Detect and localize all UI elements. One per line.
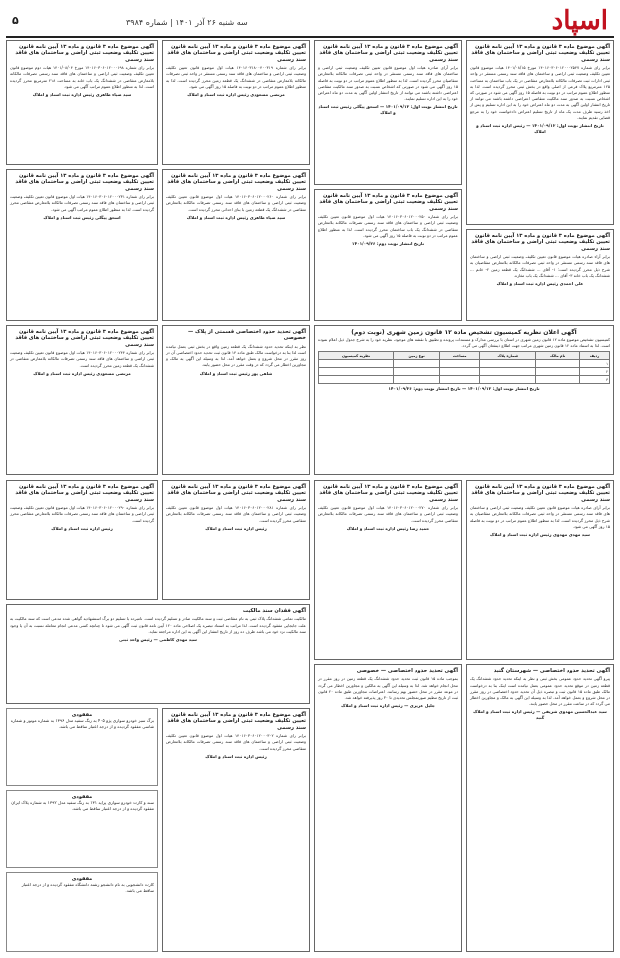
table-row: [319, 368, 610, 376]
notice-title: آگهی موضوع ماده ۳ قانون و ماده ۱۳ آیین نامه قانون تعیین تکلیف وضعیت ثبتی اراضی و ساختمان های فاقد سند رسمی: [167, 44, 306, 63]
table-cell: [536, 376, 580, 384]
notice-body: برابر رای شماره ۱۴۰۱۶۰۳۰۶۰۱۲۰۰۰۲۷۰ هیات اول موضوع قانون تعیین تکلیف وضعیت ثبتی اراضی و ساختمان های فاقد سند رسمی تصرفات مالکانه بلامعارض متقاضی محرز گردیده است.: [318, 505, 458, 523]
table-cell: [393, 368, 439, 376]
notice-title: آگهی موضوع ماده ۳ قانون و ماده ۱۳ آیین نامه قانون تعیین تکلیف وضعیت ثبتی اراضی و ساختمان های فاقد سند رسمی: [471, 233, 610, 252]
notice-card: [466, 480, 614, 660]
notice-signature: علی احمدی رئیس اداره ثبت اسناد و املاک: [496, 281, 584, 287]
notice-card: [162, 169, 310, 321]
table-header-cell: نام مالک: [536, 352, 580, 360]
notice-title: آگهی فقدان سند مالکیت: [242, 608, 306, 614]
notice-signature: رئیس اداره ثبت اسناد و املاک: [205, 525, 267, 531]
notice-card: [314, 480, 462, 660]
notice-signature: جلیل عزیزی — رئیس اداره ثبت اسناد و املاک: [341, 703, 435, 709]
table-cell: [319, 368, 394, 376]
notice-signature: تاریخ انتشار نوبت دوم: ۱۴۰۱/۰۹/۲۶: [351, 241, 425, 247]
notice-signature: رئیس اداره ثبت اسناد و املاک: [51, 525, 113, 531]
lost-doc-title: مفقودی: [71, 876, 93, 882]
table-cell: ۳: [579, 376, 609, 384]
lost-doc-title: مفقودی: [71, 794, 93, 800]
notice-card: [162, 708, 310, 952]
table-header-cell: نظریه کمیسیون: [319, 352, 394, 360]
notice-title: آگهی موضوع ماده ۳ قانون و ماده ۱۳ آیین نامه قانون تعیین تکلیف وضعیت ثبتی اراضی و ساختمان های فاقد سند رسمی: [15, 329, 154, 348]
notice-signature: تاریخ انتشار نوبت اول: ۱۴۰۱/۰۹/۱۲ — رئیس اداره ثبت اسناد و املاک: [476, 123, 604, 135]
notice-card: [162, 480, 310, 600]
notice-body: برابر رای شماره ۱۴۰۱۶۰۳۰۶۰۱۲۰۰۰۳۰۲ هیات اول موضوع قانون تعیین تکلیف وضعیت ثبتی اراضی و ساختمان های فاقد سند رسمی تصرفات مالکانه بلامعارض متقاضی محرز گردیده است.: [166, 733, 306, 751]
notice-signature: مرتضی مسعودی رئیس اداره ثبت اسناد و املاک: [187, 92, 285, 98]
newspaper-logo: اسپاد: [551, 6, 608, 36]
notice-signature: شاهی پور رئیس ثبت اسناد و املاک: [199, 370, 273, 376]
lost-doc-notice: [6, 708, 158, 786]
notice-card: [162, 325, 310, 475]
notice-signature: حمید رضا رئیس اداره ثبت اسناد و املاک: [346, 525, 430, 531]
table-row: [319, 360, 610, 368]
notice-body: نظر به اینکه تحدید حدود ششدانگ یک قطعه زمین واقع در بخش ثبتی بعمل نیامده است لذا بنا به درخواست مالک طبق ماده ۱۴ قانون ثبت تحدید حدود اختصاصی آن در روز مقرر در محل شروع و بعمل خواهد آمد. لذا به وسیله این آگهی به مالک و مجاورین اخطار می گردد که در وقت مقرر در محل حضور یابند.: [166, 343, 306, 368]
notice-card: [162, 40, 310, 165]
notice-card: [314, 189, 462, 321]
notice-signature: رئیس اداره ثبت اسناد و املاک: [205, 753, 267, 759]
notice-body: برابر رای شماره ۱۴۰۱۶۰۳۱۸۰۰۴۰۰۳۱۹ هیات اول موضوع قانون تعیین تکلیف وضعیت ثبتی اراضی و ساختمان های فاقد سند رسمی مستقر در واحد ثبتی تصرفات مالکانه بلامعارض متقاضی در ششدانگ یک قطعه زمین محرز گردیده است. لذا به منظور اطلاع عموم مراتب در دو نوبت به فاصله ۱۵ روز آگهی می شود.: [166, 65, 306, 89]
table-header-cell: مساحت: [440, 352, 480, 360]
table-cell: ۲: [579, 368, 609, 376]
notice-body: پیرو آگهی تحدید حدود عمومی بخش ثبتی و نظر به اینکه تحدید حدود ششدانگ یک قطعه زمین در موقع تحدید حدود عمومی بعمل نیامده است اینک بنا به درخواست مالک طبق ماده ۱۵ قانون ثبت و تبصره ذیل آن تحدید حدود اختصاصی در روز مقرر در محل شروع و بعمل خواهد آمد. لذا به وسیله این آگهی به مالک و مجاورین اخطار می گردد که در ساعت مقرر در محل حضور یابند.: [470, 676, 610, 707]
notice-body: برابر آراء صادره هیات موضوع قانون تعیین تکلیف وضعیت ثبتی اراضی و ساختمان های فاقد سند رسمی مستقر در واحد ثبتی تصرفات مالکانه بلامعارض متقاضیان به شرح ذیل محرز گردیده است: ۱- آقای ... ششدانگ یک قطعه زمین ۲- خانم ... ششدانگ یک باب خانه ۳- آقای ... ششدانگ یک باب مغازه.: [470, 254, 610, 278]
table-cell: [319, 376, 394, 384]
lost-doc-body: کارت دانشجویی به نام دانشجو رشته دانشگاه مفقود گردیده و از درجه اعتبار ساقط می باشد.: [21, 882, 154, 893]
masthead: [6, 6, 614, 38]
table-header-cell: ردیف: [579, 352, 609, 360]
page-number: ۵: [12, 14, 19, 27]
notice-body: مالکیت تمامی ششدانگ پلاک ثبتی به نام متقاضی ثبت و سند مالکیت صادر و تسلیم گردیده است. نامبرده با تسلیم دو برگ استشهادیه گواهی شده مدعی است که سند مالکیت به علت جابجایی مفقود گردیده است. لذا مراتب به استناد تبصره یک اصلاحی ماده ۱۲۰ آیین نامه قانون ثبت آگهی می شود تا چنانچه کسی مدعی انجام معامله نسبت به آن یا وجود سند مالکیت نزد خود می باشد ظرف ده روز از تاریخ انتشار این آگهی به این اداره مراجعه نماید.: [10, 616, 306, 634]
notice-card: [6, 40, 158, 165]
table-cell: [480, 376, 536, 384]
lost-doc-notice: [6, 872, 158, 952]
notice-title: آگهی موضوع ماده ۳ قانون و ماده ۱۳ آیین نامه قانون تعیین تکلیف وضعیت ثبتی اراضی و ساختمان های فاقد سند رسمی: [15, 484, 154, 503]
notice-signature: مرتضی مسعودی رئیس اداره ثبت اسناد و املاک: [33, 370, 131, 376]
notice-card: [314, 40, 462, 185]
lost-doc-body: برگ سبز خودرو سواری پژو ۴۰۵ به رنگ سفید مدل ۱۳۹۶ به شماره موتور و شماره شاسی مفقود گردیده و از درجه اعتبار ساقط می باشد.: [10, 718, 154, 729]
lost-doc-notice: [6, 790, 158, 868]
notice-title: آگهی موضوع ماده ۳ قانون و ماده ۱۳ آیین نامه قانون تعیین تکلیف وضعیت ثبتی اراضی و ساختمان های فاقد سند رسمی: [167, 484, 306, 503]
notice-title: آگهی تحدید حدود اختصاصی قسمتی از پلاک — خصوصی: [188, 329, 306, 342]
notice-body: برابر رای شماره ۱۴۰۱۶۰۳۰۶۰۱۲۰۰۰۲۶۰ هیات اول موضوع قانون تعیین تکلیف وضعیت ثبتی اراضی و ساختمان های فاقد سند رسمی تصرفات مالکانه بلامعارض متقاضی در ششدانگ یک قطعه زمین با بنای احداثی محرز گردیده است.: [166, 194, 306, 212]
notice-body: برابر رای شماره ۱۴۰۱۶۰۳۰۶۰۱۲۰۰۰۲۵۰ هیات اول موضوع قانون تعیین تکلیف وضعیت ثبتی اراضی و ساختمان های فاقد سند رسمی تصرفات مالکانه بلامعارض متقاضی در ششدانگ یک باب ساختمان محرز گردیده است. لذا به منظور اطلاع عموم مراتب در دو نوبت به فاصله ۱۵ روز آگهی می شود.: [318, 214, 458, 238]
lost-doc-body: سند و کارت خودرو سواری پراید ۱۳۱ به رنگ سفید مدل ۱۳۹۲ به شماره پلاک ایران مفقود گردیده و از درجه اعتبار ساقط می باشد.: [11, 800, 154, 811]
table-header-cell: نوع زمین: [393, 352, 439, 360]
table-cell: [440, 376, 480, 384]
table-cell: [536, 368, 580, 376]
wide-notice: [314, 325, 614, 475]
notice-card: [6, 325, 158, 475]
table-header-cell: شماره پلاک: [480, 352, 536, 360]
lost-doc-title: مفقودی: [71, 712, 93, 718]
notice-card: [466, 40, 614, 225]
notice-title: آگهی تحدید حدود اختصاصی — شهرستان گنبد: [493, 668, 610, 674]
table-cell: [440, 360, 480, 368]
table-cell: [440, 368, 480, 376]
notice-title: آگهی موضوع ماده ۳ قانون و ماده ۱۳ آیین نامه قانون تعیین تکلیف وضعیت ثبتی اراضی و ساختمان های فاقد سند رسمی: [167, 712, 306, 731]
wide-notice-title: آگهی اعلان نظریه کمیسیون تشخیص ماده ۱۲ قانون زمین شهری (نوبت دوم): [351, 329, 577, 336]
wide-notice-body: کمیسیون تشخیص موضوع ماده ۱۲ قانون زمین شهری در استان با بررسی مدارک و مستندات پرونده و تطبیق با نقشه های موجود، نظریه خود را به شرح جدول ذیل اعلام نموده است. لذا به استناد ماده ۱۲ قانون زمین شهری مراتب جهت اطلاع ذینفعان آگهی می گردد.: [318, 337, 610, 349]
table-header-row: [319, 352, 610, 360]
table-cell: ۱: [579, 360, 609, 368]
notice-title: آگهی موضوع ماده ۳ قانون و ماده ۱۳ آیین نامه قانون تعیین تکلیف وضعیت ثبتی اراضی و ساختمان های فاقد سند رسمی: [15, 44, 154, 63]
table-row: [319, 376, 610, 384]
notice-title: آگهی موضوع ماده ۳ قانون و ماده ۱۳ آیین نامه قانون تعیین تکلیف وضعیت ثبتی اراضی و ساختمان های فاقد سند رسمی: [15, 173, 154, 192]
notice-card: [314, 664, 462, 952]
issue-info: سه شنبه ۲۶ آذر ۱۴۰۱ | شماره ۳۹۸۴: [126, 18, 248, 27]
notice-title: آگهی موضوع ماده ۳ قانون و ماده ۱۳ آیین نامه قانون تعیین تکلیف وضعیت ثبتی اراضی و ساختمان های فاقد سند رسمی: [319, 193, 458, 212]
notice-body: بموجب ماده ۱۵ قانون ثبت تحدید حدود ششدانگ یک قطعه زمین در روز مقرر در محل انجام خواهد شد. لذا به وسیله این آگهی به مالکین و مجاورین اخطار می گردد در موعد مقرر در محل حضور بهم رسانند. اعتراضات مجاورین طبق ماده ۲۰ قانون ثبت از تاریخ تنظیم صورتمجلس تحدیدی تا ۳۰ روز پذیرفته خواهد شد.: [318, 676, 458, 701]
notice-body: برابر رای شماره ۱۴۰۱۶۰۳۰۶۰۱۲۰۰۰۲۳۱ هیات اول موضوع قانون تعیین تکلیف وضعیت ثبتی اراضی و ساختمان های فاقد سند رسمی تصرفات مالکانه بلامعارض متقاضی محرز گردیده است. لذا به منظور اطلاع عموم مراتب آگهی می شود.: [10, 194, 154, 212]
table-cell: [393, 376, 439, 384]
notice-signature: سید ضیاء طاهری رئیس اداره ثبت اسناد و املاک: [32, 92, 132, 98]
notice-body: برابر آرای صادره هیات اول موضوع قانون تعیین تکلیف وضعیت ثبتی اراضی و ساختمان های فاقد سند رسمی مستقر در واحد ثبتی تصرفات مالکانه بلامعارض متقاضیان محرز گردیده است. لذا به منظور اطلاع عموم مراتب در دو نوبت به فاصله ۱۵ روز آگهی می شود در صورتی که اشخاص نسبت به صدور سند مالکیت متقاضی اعتراضی داشته باشند می توانند از تاریخ انتشار اولین آگهی به مدت دو ماه اعتراض خود را به این اداره تسلیم نمایند.: [318, 65, 458, 102]
notice-body: برابر رای شماره ۱۴۰۱۶۰۳۰۶۰۱۲۰۰۰۲۸۱ هیات اول موضوع قانون تعیین تکلیف وضعیت ثبتی اراضی و ساختمان های فاقد سند رسمی تصرفات مالکانه بلامعارض متقاضی محرز گردیده است.: [166, 505, 306, 523]
notice-card: [6, 169, 158, 321]
notice-body: برابر آرای صادره هیات موضوع قانون تعیین تکلیف وضعیت ثبتی اراضی و ساختمان های فاقد سند رسمی مستقر در واحد ثبتی تصرفات مالکانه بلامعارض متقاضیان به شرح ذیل محرز گردیده است. لذا به منظور اطلاع عموم مراتب در دو نوبت به فاصله ۱۵ روز آگهی می شود.: [470, 505, 610, 529]
notice-signature: سید مهدی مهدوی رئیس اداره ثبت اسناد و املاک: [489, 532, 591, 538]
table-cell: [480, 368, 536, 376]
notice-title: آگهی تحدید حدود اختصاصی — خصوصی: [356, 668, 458, 674]
commission-table: [318, 351, 610, 384]
notice-body: برابر رای شماره ۱۴۰۱۶۰۳۰۶۰۱۲۰۰۰۲۵۴۷ مورخ ۱۴۰۱/۰۸/۱۵ هیات موضوع قانون تعیین تکلیف وضعیت ثبتی اراضی و ساختمان های فاقد سند رسمی مستقر در واحد ثبتی ادارات ثبت تصرفات مالکانه بلامعارض متقاضی در یک باب ساختمان به مساحت ۱۲۵ مترمربع پلاک فرعی از اصلی واقع در بخش ثبتی محرز گردیده است. لذا به منظور اطلاع عموم مراتب در دو نوبت به فاصله ۱۵ روز آگهی می شود در صورتی که اشخاص نسبت به صدور سند مالکیت متقاضی اعتراضی داشته باشند می توانند از تاریخ انتشار اولین آگهی به مدت دو ماه اعتراض خود را به این اداره تسلیم و پس از اخذ رسید ظرف مدت یک ماه از تاریخ تسلیم اعتراض دادخواست خود را به مرجع قضایی تقدیم نمایند.: [470, 65, 611, 120]
notice-signature: تاریخ انتشار نوبت اول: ۱۴۰۱/۰۹/۱۲ — اسحق پیگلی رئیس ثبت اسناد و املاک: [318, 104, 458, 116]
notice-card: [6, 480, 158, 600]
notice-card: [466, 229, 614, 321]
notice-body: برابر رای شماره ۱۴۰۱۶۰۳۰۶۰۱۲۰۰۰۲۹۰ هیات اول موضوع قانون تعیین تکلیف وضعیت ثبتی اراضی و ساختمان های فاقد سند رسمی تصرفات مالکانه بلامعارض متقاضی محرز گردیده است.: [10, 505, 154, 523]
notice-signature: سید عبدالحسین مهدوی شریفی — رئیس اداره ثبت اسناد و املاک گنبد: [473, 709, 607, 721]
notice-title: آگهی موضوع ماده ۳ قانون و ماده ۱۳ آیین نامه قانون تعیین تکلیف وضعیت ثبتی اراضی و ساختمان های فاقد سند رسمی: [471, 484, 610, 503]
notice-title: آگهی موضوع ماده ۳ قانون و ماده ۱۳ آیین نامه قانون تعیین تکلیف وضعیت ثبتی اراضی و ساختمان های فاقد سند رسمی: [319, 484, 458, 503]
notice-title: آگهی موضوع ماده ۳ قانون و ماده ۱۳ آیین نامه قانون تعیین تکلیف وضعیت ثبتی اراضی و ساختمان های فاقد سند رسمی: [471, 44, 610, 63]
notice-title: آگهی موضوع ماده ۳ قانون و ماده ۱۳ آیین نامه قانون تعیین تکلیف وضعیت ثبتی اراضی و ساختمان های فاقد سند رسمی: [167, 173, 306, 192]
notice-signature: سید ضیاء طاهری رئیس اداره ثبت اسناد و املاک: [186, 214, 286, 220]
notice-body: برابر رای شماره ۱۴۰۱۶۰۳۰۶۰۱۲۰۰۰۱۹۸ مورخ ۱۴۰۱/۰۸/۰۴ هیات دوم موضوع قانون تعیین تکلیف وضعیت ثبتی اراضی و ساختمان های فاقد سند رسمی تصرفات مالکانه بلامعارض متقاضی در ششدانگ یک باب خانه به مساحت ۲۱۸ مترمربع محرز گردیده است. لذا به منظور اطلاع عموم مراتب آگهی می شود.: [10, 65, 155, 89]
table-cell: [536, 360, 580, 368]
notice-signature: اسحق پیگلی رئیس ثبت اسناد و املاک: [43, 214, 121, 220]
notice-card: [6, 604, 310, 704]
notice-title: آگهی موضوع ماده ۳ قانون و ماده ۱۳ آیین نامه قانون تعیین تکلیف وضعیت ثبتی اراضی و ساختمان های فاقد سند رسمی: [319, 44, 458, 63]
notice-body: برابر رای شماره ۱۴۰۱۶۰۳۰۶۰۱۲۰۰۰۲۴۴ هیات اول موضوع قانون تعیین تکلیف وضعیت ثبتی اراضی و ساختمان های فاقد سند رسمی تصرفات مالکانه بلامعارض متقاضی در ششدانگ یک قطعه زمین محرز گردیده است.: [10, 350, 154, 368]
wide-notice-signature: تاریخ انتشار نوبت اول: ۱۴۰۱/۰۹/۱۲ — تاریخ انتشار نوبت دوم: ۱۴۰۱/۰۹/۲۶: [388, 386, 540, 392]
table-cell: [319, 360, 394, 368]
notice-card: [466, 664, 614, 952]
notice-signature: سید مهدی کاظمی — رئیس واحد ثبتی: [118, 637, 198, 643]
table-cell: [480, 360, 536, 368]
table-cell: [393, 360, 439, 368]
